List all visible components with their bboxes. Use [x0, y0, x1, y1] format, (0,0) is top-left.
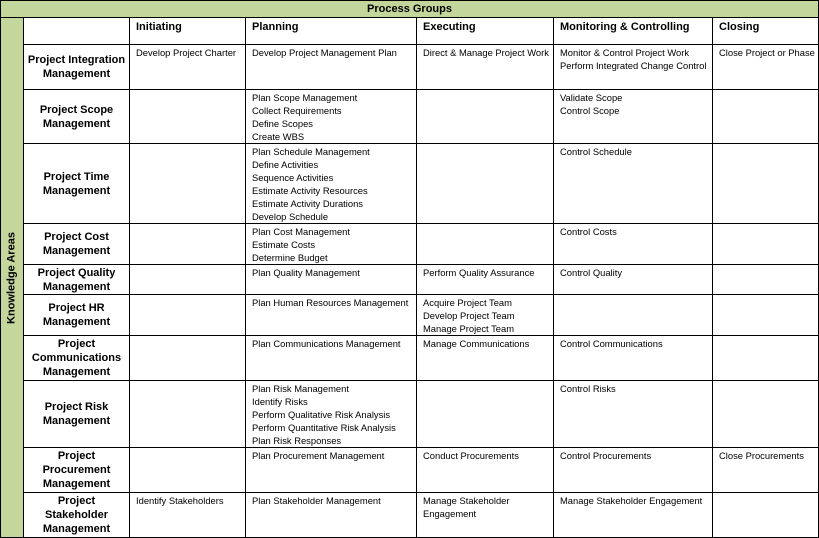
process-item: Perform Qualitative Risk Analysis [252, 409, 391, 420]
process-cell-executing [417, 144, 554, 224]
process-item: Perform Quantitative Risk Analysis [252, 422, 396, 433]
process-cell-executing [417, 448, 554, 493]
process-cell-closing [713, 144, 819, 224]
process-item: Control Scope [560, 105, 620, 116]
process-cell-planning [246, 448, 417, 493]
process-item: Develop Schedule [252, 211, 329, 222]
process-item: Develop Project Charter [136, 47, 237, 58]
process-item: Acquire Project Team [423, 297, 512, 308]
process-item: Plan Scope Management [252, 92, 358, 103]
column-header-closing: Closing [713, 18, 819, 45]
knowledge-area-row [1, 295, 819, 336]
process-cell-planning [246, 265, 417, 295]
process-item: Develop Project Management Plan [252, 47, 397, 58]
process-cell-executing [417, 45, 554, 90]
process-cell-executing [417, 90, 554, 144]
column-header-monitoring-controlling: Monitoring & Controlling [554, 18, 713, 45]
process-cell-initiating [130, 224, 246, 265]
process-item: Define Scopes [252, 118, 313, 129]
process-item: Estimate Activity Durations [252, 198, 363, 209]
knowledge-areas-label-cell [1, 18, 24, 538]
knowledge-area-row [1, 224, 819, 265]
process-cell-executing [417, 336, 554, 381]
process-item: Manage Project Team [423, 323, 515, 334]
knowledge-area-row [1, 448, 819, 493]
process-cell-monitoring [554, 336, 713, 381]
process-cell-initiating [130, 45, 246, 90]
process-item: Conduct Procurements [423, 450, 519, 461]
process-item: Estimate Activity Resources [252, 185, 368, 196]
process-groups-title: Process Groups [1, 1, 819, 18]
process-item: Plan Risk Responses [252, 435, 342, 446]
process-item: Close Procurements [719, 450, 804, 461]
process-item: Identify Risks [252, 396, 308, 407]
process-cell-closing [713, 90, 819, 144]
process-item: Control Quality [560, 267, 623, 278]
process-item: Perform Integrated Change Control [560, 60, 707, 71]
process-item: Perform Quality Assurance [423, 267, 535, 278]
process-cell-monitoring [554, 45, 713, 90]
process-item: Estimate Costs [252, 239, 316, 250]
column-header-planning: Planning [246, 18, 417, 45]
process-item: Monitor & Control Project Work [560, 47, 690, 58]
process-cell-monitoring [554, 381, 713, 448]
process-cell-planning [246, 381, 417, 448]
knowledge-area-name: Project Scope Management [24, 90, 130, 144]
process-item: Identify Stakeholders [136, 495, 224, 506]
knowledge-area-row [1, 265, 819, 295]
process-item: Control Schedule [560, 146, 632, 157]
process-item: Plan Risk Management [252, 383, 349, 394]
process-item: Close Project or Phase [719, 47, 815, 58]
process-cell-executing [417, 265, 554, 295]
process-cell-closing [713, 45, 819, 90]
process-item: Control Risks [560, 383, 616, 394]
process-item: Manage Stakeholder Engagement [423, 495, 510, 519]
process-item: Plan Procurement Management [252, 450, 385, 461]
process-cell-closing [713, 336, 819, 381]
process-item: Sequence Activities [252, 172, 334, 183]
process-cell-closing [713, 224, 819, 265]
knowledge-area-row [1, 45, 819, 90]
process-cell-planning [246, 90, 417, 144]
process-cell-initiating [130, 144, 246, 224]
process-cell-initiating [130, 265, 246, 295]
corner-cell [24, 18, 130, 45]
knowledge-area-name: Project Integration Management [24, 45, 130, 90]
knowledge-area-row [1, 90, 819, 144]
process-cell-closing [713, 265, 819, 295]
process-cell-planning [246, 45, 417, 90]
knowledge-area-name: Project Stakeholder Management [24, 493, 130, 538]
process-cell-planning [246, 224, 417, 265]
process-item: Plan Communications Management [252, 338, 401, 349]
process-cell-initiating [130, 336, 246, 381]
process-cell-planning [246, 295, 417, 336]
process-cell-closing [713, 448, 819, 493]
knowledge-area-name: Project Procurement Management [24, 448, 130, 493]
process-item: Plan Cost Management [252, 226, 350, 237]
process-item: Direct & Manage Project Work [423, 47, 549, 58]
process-cell-closing [713, 381, 819, 448]
process-item: Control Costs [560, 226, 617, 237]
process-cell-initiating [130, 295, 246, 336]
process-cell-executing [417, 224, 554, 265]
process-item: Determine Budget [252, 252, 328, 263]
knowledge-area-name: Project Cost Management [24, 224, 130, 265]
process-item: Define Activities [252, 159, 319, 170]
knowledge-area-name: Project HR Management [24, 295, 130, 336]
process-cell-monitoring [554, 448, 713, 493]
process-cell-planning [246, 144, 417, 224]
knowledge-area-name: Project Risk Management [24, 381, 130, 448]
process-item: Plan Human Resources Management [252, 297, 409, 308]
knowledge-area-name: Project Time Management [24, 144, 130, 224]
column-header-initiating: Initiating [130, 18, 246, 45]
process-cell-executing [417, 295, 554, 336]
process-cell-executing [417, 381, 554, 448]
knowledge-areas-title: Knowledge Areas [5, 231, 18, 324]
process-cell-initiating [130, 448, 246, 493]
process-cell-monitoring [554, 90, 713, 144]
knowledge-area-row [1, 381, 819, 448]
process-cell-monitoring [554, 265, 713, 295]
process-item: Create WBS [252, 131, 305, 142]
process-cell-initiating [130, 90, 246, 144]
process-cell-planning [246, 336, 417, 381]
process-cell-monitoring [554, 224, 713, 265]
process-item: Manage Stakeholder Engagement [560, 495, 703, 506]
column-header-executing: Executing [417, 18, 554, 45]
knowledge-area-name: Project Quality Management [24, 265, 130, 295]
process-item: Plan Quality Management [252, 267, 360, 278]
process-item: Manage Communications [423, 338, 530, 349]
knowledge-area-row [1, 336, 819, 381]
process-item: Plan Stakeholder Management [252, 495, 381, 506]
knowledge-area-row [1, 144, 819, 224]
knowledge-area-name: Project Communications Management [24, 336, 130, 381]
process-item: Plan Schedule Management [252, 146, 370, 157]
column-header-row [1, 18, 819, 45]
process-item: Control Procurements [560, 450, 652, 461]
process-groups-header-row [1, 1, 819, 18]
process-cell-closing [713, 295, 819, 336]
process-item: Develop Project Team [423, 310, 515, 321]
process-cell-monitoring [554, 295, 713, 336]
process-item: Validate Scope [560, 92, 623, 103]
process-cell-initiating [130, 381, 246, 448]
process-item: Collect Requirements [252, 105, 342, 116]
process-cell-monitoring [554, 144, 713, 224]
process-item: Control Communications [560, 338, 663, 349]
